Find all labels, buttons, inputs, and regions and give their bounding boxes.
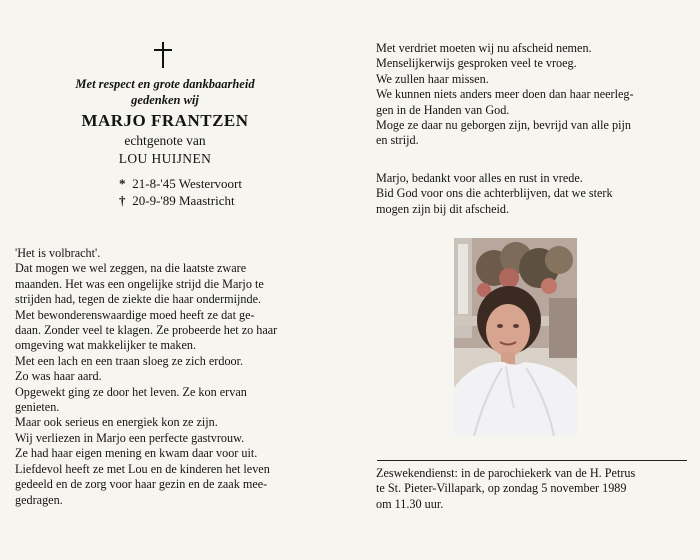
farewell-line: en strijd.: [376, 133, 419, 148]
tribute-line: Met bewonderenswaardige moed heeft ze dat ge-: [15, 307, 255, 322]
tribute-line: omgeving wat makkelijker te maken.: [15, 338, 197, 353]
farewell-line: gen in de Handen van God.: [376, 102, 510, 117]
tribute-line: 'Het is volbracht'.: [15, 246, 101, 260]
farewell-line: We zullen haar missen.: [376, 71, 489, 86]
tribute-line: Opgewekt ging ze door het leven. Ze kon ervan: [15, 384, 247, 399]
tribute-line: Liefdevol heeft ze met Lou en de kinderen het leven: [15, 461, 270, 476]
tribute-line: Wij verliezen in Marjo een perfecte gastvrouw.: [15, 430, 245, 445]
death-date: 20-9-'89 Maastricht: [132, 193, 235, 208]
service-line: Zeswekendienst: in de parochiekerk van de H. Petrus: [376, 466, 636, 480]
death-line: [119, 193, 235, 209]
birth-line: [119, 176, 242, 192]
divider: [377, 460, 687, 461]
tribute-line: gedragen.: [15, 492, 63, 507]
portrait-photo: [454, 238, 577, 436]
prayer-line: Bid God voor ons die achterblijven, dat we sterk: [376, 186, 613, 201]
spouse-label: echtgenote van: [124, 133, 206, 148]
prayer-line: mogen zijn bij dit afscheid.: [376, 201, 510, 216]
tribute-line: gedeeld en de zorg voor haar gezin en de zaak mee-: [15, 477, 268, 492]
tribute-line: Met een lach en een traan sloeg ze zich erdoor.: [15, 353, 244, 368]
farewell-line: Moge ze daar nu geborgen zijn, bevrijd van alle pijn: [376, 118, 631, 133]
cross-icon: [152, 42, 174, 68]
birth-date: 21-8-'45 Westervoort: [132, 176, 242, 191]
spouse-name: LOU HUIJNEN: [118, 151, 212, 166]
tribute-text: [15, 246, 330, 508]
respect-line-1: Met respect en grote dankbaarheid: [75, 77, 255, 91]
tribute-line: Ze had haar eigen mening en kwam daar voor uit.: [15, 446, 258, 461]
service-line: om 11.30 uur.: [376, 496, 444, 511]
tribute-line: daan. Zonder veel te klagen. Ze probeerde het zo haar: [15, 323, 278, 338]
farewell-line: Met verdriet moeten wij nu afscheid nemen.: [376, 41, 592, 55]
deceased-name: MARJO FRANTZEN: [81, 111, 249, 130]
service-text: [376, 466, 691, 512]
respect-text: [40, 76, 290, 108]
respect-line-2: gedenken wij: [131, 93, 199, 107]
farewell-text: [376, 41, 691, 149]
service-line: te St. Pieter-Villapark, op zondag 5 november 1989: [376, 481, 627, 496]
prayer-line: Marjo, bedankt voor alles en rust in vrede.: [376, 171, 583, 185]
prayer-text: [376, 171, 691, 217]
birth-star-icon: *: [119, 176, 126, 191]
farewell-line: We kunnen niets anders meer doen dan haar neerleg-: [376, 87, 634, 102]
tribute-line: Zo was haar aard.: [15, 369, 102, 384]
tribute-line: strijden had, tegen de ziekte die haar ondermijnde.: [15, 292, 262, 307]
tribute-line: maanden. Het was een ongelijke strijd die Marjo te: [15, 276, 264, 291]
death-cross-icon: †: [119, 193, 126, 208]
tribute-line: genieten.: [15, 400, 60, 415]
tribute-line: Dat mogen we wel zeggen, na die laatste zware: [15, 261, 247, 276]
tribute-line: Maar ook serieus en energiek kon ze zijn.: [15, 415, 218, 430]
farewell-line: Menselijkerwijs gesproken veel te vroeg.: [376, 56, 577, 71]
